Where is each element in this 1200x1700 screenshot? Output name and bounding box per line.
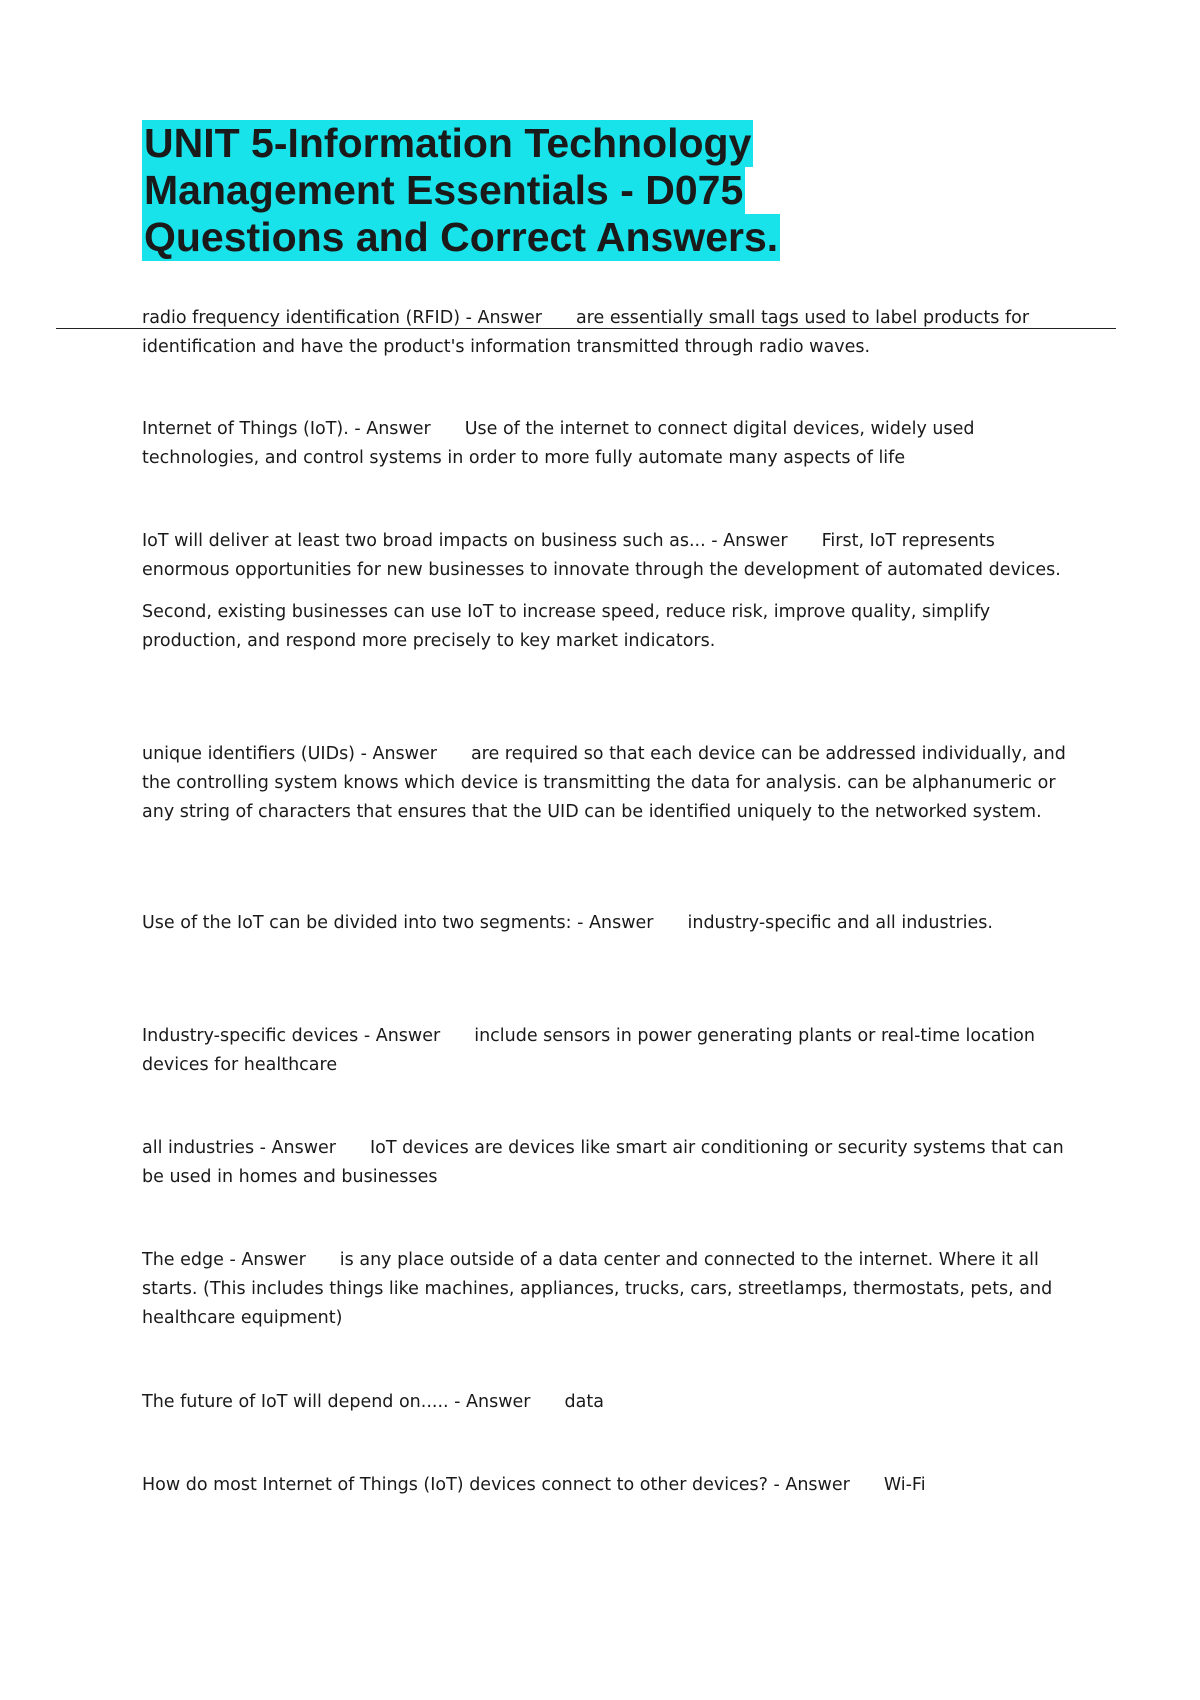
qa-text bbox=[142, 909, 1072, 938]
qa-text bbox=[142, 415, 1072, 473]
answer-label: - Answer bbox=[354, 419, 431, 439]
question-text: How do most Internet of Things (IoT) devices connect to other devices? bbox=[142, 1475, 768, 1495]
answer-label: - Answer bbox=[465, 308, 542, 328]
answer-text: First, IoT represents enormous opportunities for new businesses to innovate through the development of automated devices. bbox=[142, 531, 1061, 580]
answer-label: - Answer bbox=[711, 531, 788, 551]
qa-item bbox=[142, 909, 1072, 938]
answer-text: are required so that each device can be addressed individually, and the controlling system knows which device is transmitting the data for analysis. can be alphanumeric or any string of characters that ensures that the UID can be identified uniquely to the networked system. bbox=[142, 744, 1066, 822]
qa-item bbox=[142, 304, 1072, 362]
question-text: Internet of Things (IoT). bbox=[142, 419, 349, 439]
answer-label: - Answer bbox=[360, 744, 437, 764]
answer-text: Use of the internet to connect digital devices, widely used technologies, and control systems in order to more fully automate many aspects of life bbox=[142, 419, 975, 468]
qa-text bbox=[142, 527, 1072, 585]
qa-text bbox=[142, 1022, 1072, 1080]
qa-item bbox=[142, 527, 1072, 656]
question-text: Use of the IoT can be divided into two segments: bbox=[142, 913, 572, 933]
answer-label: - Answer bbox=[577, 913, 654, 933]
qa-item bbox=[142, 1134, 1072, 1192]
qa-text bbox=[142, 1388, 1072, 1417]
qa-item bbox=[142, 415, 1072, 473]
answer-text: include sensors in power generating plants or real-time location devices for healthcare bbox=[142, 1026, 1035, 1075]
qa-item bbox=[142, 1388, 1072, 1417]
title-line: UNIT 5-Information Technology bbox=[144, 120, 752, 166]
question-text: IoT will deliver at least two broad impacts on business such as... bbox=[142, 531, 706, 551]
qa-item bbox=[142, 740, 1072, 827]
answer-text: IoT devices are devices like smart air conditioning or security systems that can be used in homes and businesses bbox=[142, 1138, 1064, 1187]
question-text: all industries bbox=[142, 1138, 255, 1158]
qa-item bbox=[142, 1022, 1072, 1080]
qa-text bbox=[142, 1246, 1072, 1333]
answer-text: data bbox=[564, 1392, 604, 1412]
question-text: The edge bbox=[142, 1250, 224, 1270]
answer-text: is any place outside of a data center and connected to the internet. Where it all starts. (This includes things like machines, appliances, trucks, cars, streetlamps, thermostats, pets, and healthcare equipment) bbox=[142, 1250, 1053, 1328]
qa-text bbox=[142, 1471, 1072, 1500]
qa-item bbox=[142, 1471, 1072, 1500]
question-text: unique identifiers (UIDs) bbox=[142, 744, 356, 764]
answer-label: - Answer bbox=[363, 1026, 441, 1046]
answer-label: - Answer bbox=[229, 1250, 306, 1270]
qa-text bbox=[142, 1134, 1072, 1192]
question-text: Industry-specific devices bbox=[142, 1026, 359, 1046]
question-text: radio frequency identification (RFID) bbox=[142, 308, 461, 328]
answer-label: - Answer bbox=[259, 1138, 337, 1158]
qa-text bbox=[142, 740, 1072, 827]
document-title bbox=[142, 120, 1042, 261]
answer-continuation: Second, existing businesses can use IoT to increase speed, reduce risk, improve quality, simplify production, and respond more precisely to key market indicators. bbox=[142, 602, 991, 651]
answer-text: are essentially small tags used to label products for identification and have the product's information transmitted through radio waves. bbox=[142, 308, 1030, 357]
qa-text bbox=[142, 304, 1072, 362]
title-line: Management Essentials - D075 bbox=[144, 167, 744, 213]
qa-item bbox=[142, 1246, 1072, 1333]
answer-text: industry-specific and all industries. bbox=[687, 913, 993, 933]
answer-label: - Answer bbox=[454, 1392, 531, 1412]
title-line: Questions and Correct Answers. bbox=[144, 214, 779, 260]
answer-label: - Answer bbox=[773, 1475, 850, 1495]
question-text: The future of IoT will depend on..... bbox=[142, 1392, 449, 1412]
answer-text: Wi-Fi bbox=[883, 1475, 926, 1495]
